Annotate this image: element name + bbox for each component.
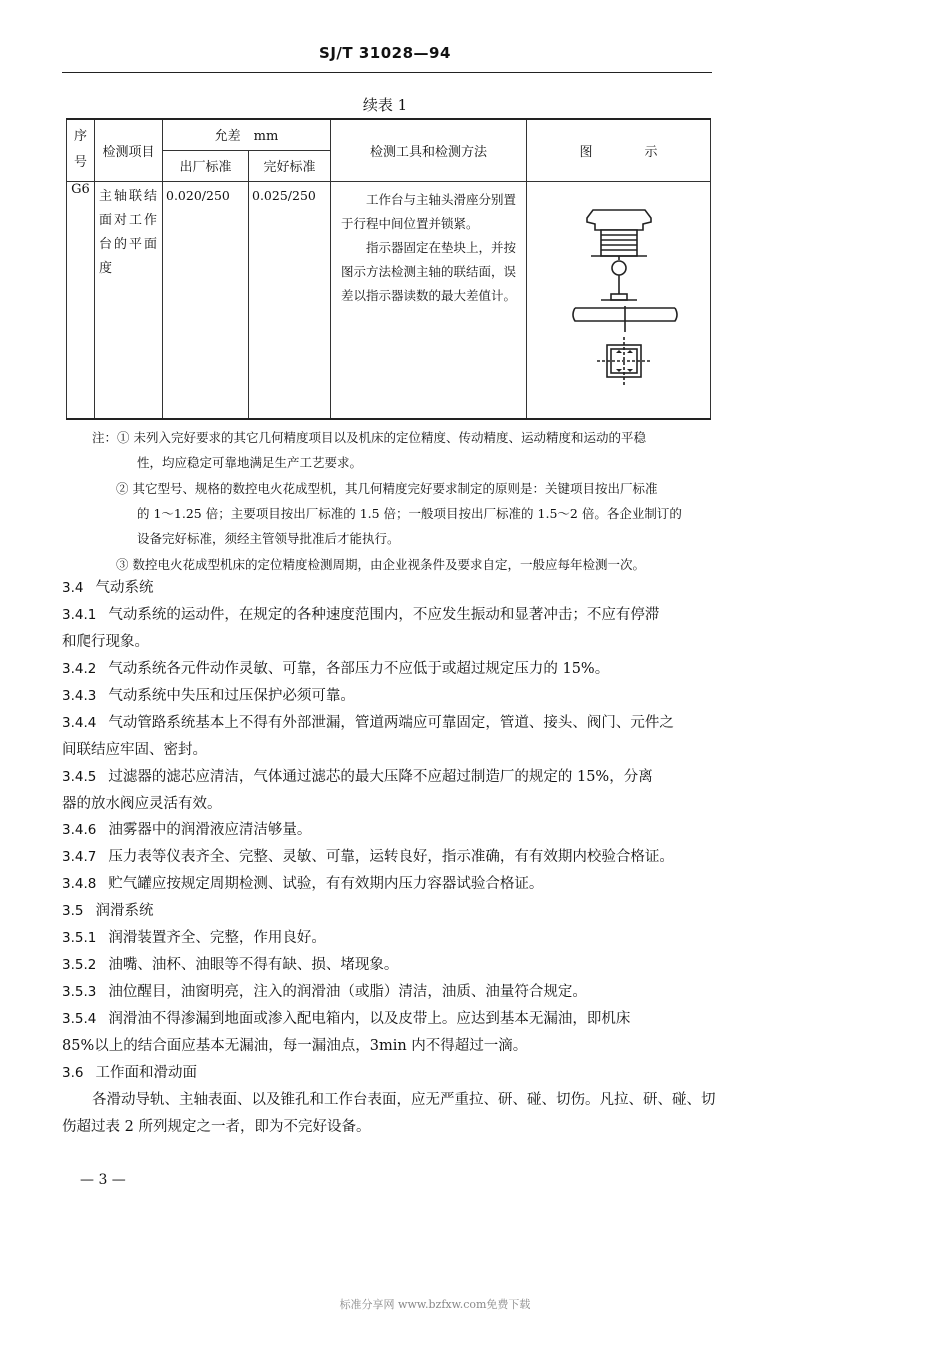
note-3-line-1: ③ 数控电火花成型机床的定位精度检测周期，由企业视条件及要求自定，一般应每年检测一次。	[116, 557, 645, 572]
document-code: SJ/T 31028—94	[319, 44, 451, 62]
col-header-method: 检测工具和检测方法	[331, 119, 527, 181]
section-3-5-2: 3.5.2 油嘴、油杯、油眼等不得有缺、损、堵现象。	[62, 957, 399, 973]
section-3-5-3: 3.5.3 油位醒目，油窗明亮，注入的润滑油（或脂）清洁，油质、油量符合规定。	[62, 984, 587, 1000]
row-factory-tolerance: 0.020/250	[163, 181, 249, 419]
row-intact-tolerance: 0.025/250	[249, 181, 331, 419]
method-text-2: 指示器固定在垫块上，并按图示方法检测主轴的联结面，误差以指示器读数的最大差值计。	[341, 239, 517, 303]
watermark-text: 标准分享网 www.bzfxw.com免费下载	[339, 1298, 531, 1311]
section-3-6-heading: 3.6 工作面和滑动面	[62, 1065, 197, 1081]
page-number: — 3 —	[80, 1172, 126, 1188]
header-rule	[62, 72, 712, 73]
section-3-4-7: 3.4.7 压力表等仪表齐全、完整、灵敏、可靠，运转良好，指示准确，有有效期内校验合格证。	[62, 849, 674, 865]
table-row	[67, 181, 711, 419]
section-3-4-8: 3.4.8 贮气罐应按规定周期检测、试验，有有效期内压力容器试验合格证。	[62, 876, 544, 892]
section-3-4-4: 3.4.4 气动管路系统基本上不得有外部泄漏，管道两端应可靠固定，管道、接头、阀门、元件之 间联结应牢固、密封。	[62, 715, 674, 758]
note-1-line-2: 性，均应稳定可靠地满足生产工艺要求。	[137, 455, 363, 470]
row-figure	[527, 181, 711, 419]
section-3-5-heading: 3.5 润滑系统	[62, 903, 154, 919]
note-2-line-1: ② 其它型号、规格的数控电火花成型机，其几何精度完好要求制定的原则是：关键项目按出厂标准	[116, 481, 658, 496]
row-method	[331, 181, 527, 419]
section-3-4-6: 3.4.6 油雾器中的润滑液应清洁够量。	[62, 822, 312, 838]
section-3-4-1: 3.4.1 气动系统的运动件，在规定的各种速度范围内，不应发生振动和显著冲击；不应有停滞 和爬行现象。	[62, 607, 660, 650]
method-text-1: 工作台与主轴头滑座分别置于行程中间位置并锁紧。	[341, 191, 517, 231]
table-caption: 续表 1	[362, 96, 408, 114]
col-header-intact: 完好标准	[249, 150, 331, 181]
col-header-item: 检测项目	[95, 119, 163, 181]
section-3-4-2: 3.4.2 气动系统各元件动作灵敏、可靠，各部压力不应低于或超过规定压力的 15%。	[62, 661, 610, 677]
col-header-factory: 出厂标准	[163, 150, 249, 181]
col-header-figure: 图 示	[527, 119, 711, 181]
section-3-4-heading: 3.4 气动系统	[62, 580, 154, 596]
col-header-tolerance: 允差 mm	[163, 119, 331, 150]
section-3-5-1: 3.5.1 润滑装置齐全、完整，作用良好。	[62, 930, 326, 946]
tolerance-table	[66, 118, 711, 420]
note-1-line-1: 注：① 未列入完好要求的其它几何精度项目以及机床的定位精度、传动精度、运动精度和运动的平稳	[92, 430, 646, 445]
row-item: 主轴联结面对工作台的平面度	[95, 181, 163, 419]
section-3-5-4: 3.5.4 润滑油不得渗漏到地面或渗入配电箱内，以及皮带上。应达到基本无漏油，即机床 85%以上的结合面应基本无漏油，每一漏油点，3min 内不得超过一滴。	[62, 1011, 631, 1054]
note-2-line-2: 的 1～1.25 倍；主要项目按出厂标准的 1.5 倍；一般项目按出厂标准的 1.5～2 倍。各企业制订的	[137, 506, 682, 521]
col-header-no: 序号	[67, 119, 95, 181]
section-3-4-5: 3.4.5 过滤器的滤芯应清洁，气体通过滤芯的最大压降不应超过制造厂的规定的 15%，分离 器的放水阀应灵活有效。	[62, 769, 653, 812]
row-no: G6	[67, 181, 95, 419]
note-2-line-3: 设备完好标准，须经主管领导批准后才能执行。	[137, 531, 400, 546]
spindle-flatness-diagram	[527, 182, 711, 414]
section-3-4-3: 3.4.3 气动系统中失压和过压保护必须可靠。	[62, 688, 355, 704]
section-3-6-paragraph: 各滑动导轨、主轴表面、以及锥孔和工作台表面，应无严重拉、研、碰、切伤。凡拉、研、碰、切 伤超过表 2 所列规定之一者，即为不完好设备。	[62, 1092, 716, 1135]
